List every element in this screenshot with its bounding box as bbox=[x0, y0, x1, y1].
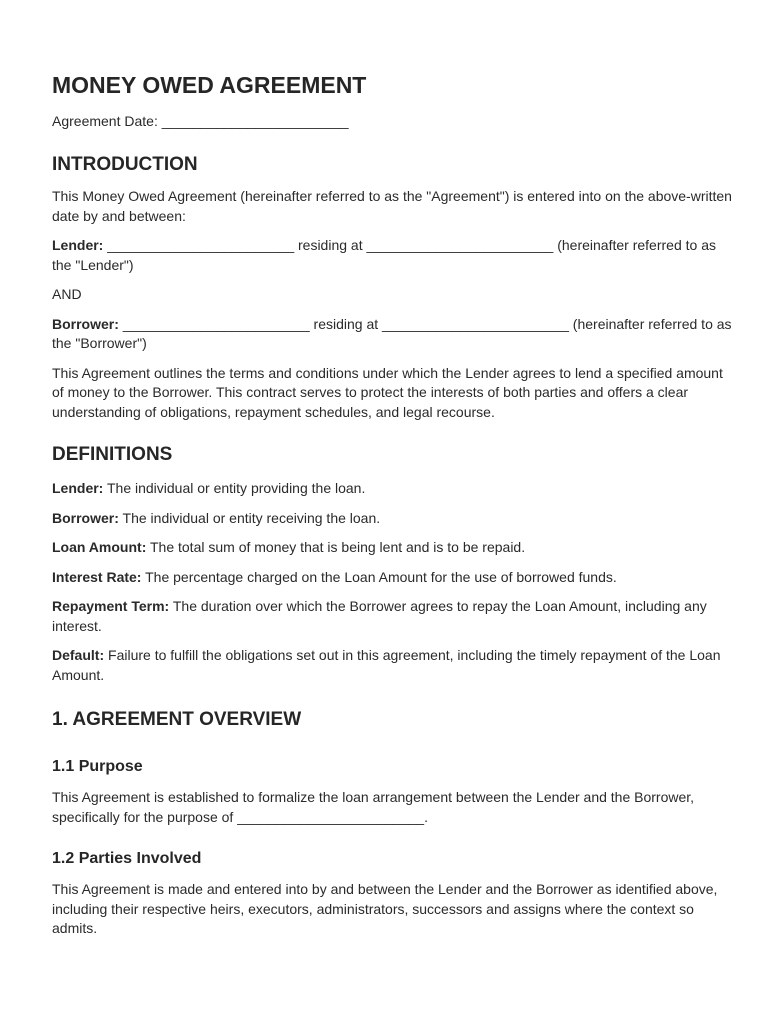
definition-term: Loan Amount: bbox=[52, 539, 147, 555]
definition-item bbox=[52, 509, 732, 529]
intro-paragraph: This Money Owed Agreement (hereinafter referred to as the "Agreement") is entered into on the above-written date by and between: bbox=[52, 188, 732, 224]
lender-party-text: ________________________ residing at ________________________ (hereinafter referred to as the "Lender") bbox=[52, 237, 716, 273]
definition-term: Repayment Term: bbox=[52, 598, 170, 614]
parties-heading: 1.2 Parties Involved bbox=[52, 850, 202, 867]
document-page bbox=[52, 70, 732, 939]
borrower-party-text: ________________________ residing at ________________________ (hereinafter referred to as the "Borrower") bbox=[52, 315, 732, 351]
borrower-label: Borrower: bbox=[52, 315, 119, 332]
agreement-date: Agreement Date: ________________________ bbox=[52, 113, 349, 129]
definition-term: Default: bbox=[52, 647, 105, 663]
definitions-heading: DEFINITIONS bbox=[52, 444, 173, 465]
definition-item bbox=[52, 538, 732, 558]
definition-item bbox=[52, 597, 732, 636]
lender-party-paragraph bbox=[52, 236, 732, 275]
definition-item bbox=[52, 479, 732, 499]
introduction-heading: INTRODUCTION bbox=[52, 154, 198, 175]
purpose-paragraph: This Agreement is established to formalize the loan arrangement between the Lender and the Borrower, specifically for the purpose of ________________________. bbox=[52, 789, 695, 825]
definition-text: The total sum of money that is being lent and is to be repaid. bbox=[146, 539, 526, 555]
definition-text: The percentage charged on the Loan Amount for the use of borrowed funds. bbox=[141, 568, 617, 585]
borrower-party-paragraph bbox=[52, 315, 732, 354]
definition-text: Failure to fulfill the obligations set out in this agreement, including the timely repayment of the Loan Amount. bbox=[52, 647, 721, 683]
definition-term: Lender: bbox=[52, 480, 104, 496]
overview-heading: 1. AGREEMENT OVERVIEW bbox=[52, 709, 302, 730]
definition-text: The individual or entity providing the loan. bbox=[103, 480, 366, 496]
definition-term: Interest Rate: bbox=[52, 568, 142, 585]
parties-paragraph: This Agreement is made and entered into by and between the Lender and the Borrower as identified above, including their respective heirs, executors, administrators, successors and assigns where the context so admits. bbox=[52, 881, 718, 936]
definition-text: The duration over which the Borrower agrees to repay the Loan Amount, including any interest. bbox=[52, 598, 707, 634]
definition-item bbox=[52, 646, 732, 685]
definition-item bbox=[52, 568, 732, 588]
definition-term: Borrower: bbox=[52, 509, 119, 526]
document-title: MONEY OWED AGREEMENT bbox=[52, 72, 367, 98]
outline-paragraph: This Agreement outlines the terms and conditions under which the Lender agrees to lend a specified amount of money to the Borrower. This contract serves to protect the interests of both parties and offers a clear understanding of obligations, repayment schedules, and legal recourse. bbox=[52, 364, 723, 420]
lender-label: Lender: bbox=[52, 237, 104, 253]
and-text: AND bbox=[52, 286, 82, 302]
definition-text: The individual or entity receiving the loan. bbox=[118, 509, 381, 526]
purpose-heading: 1.1 Purpose bbox=[52, 758, 143, 775]
